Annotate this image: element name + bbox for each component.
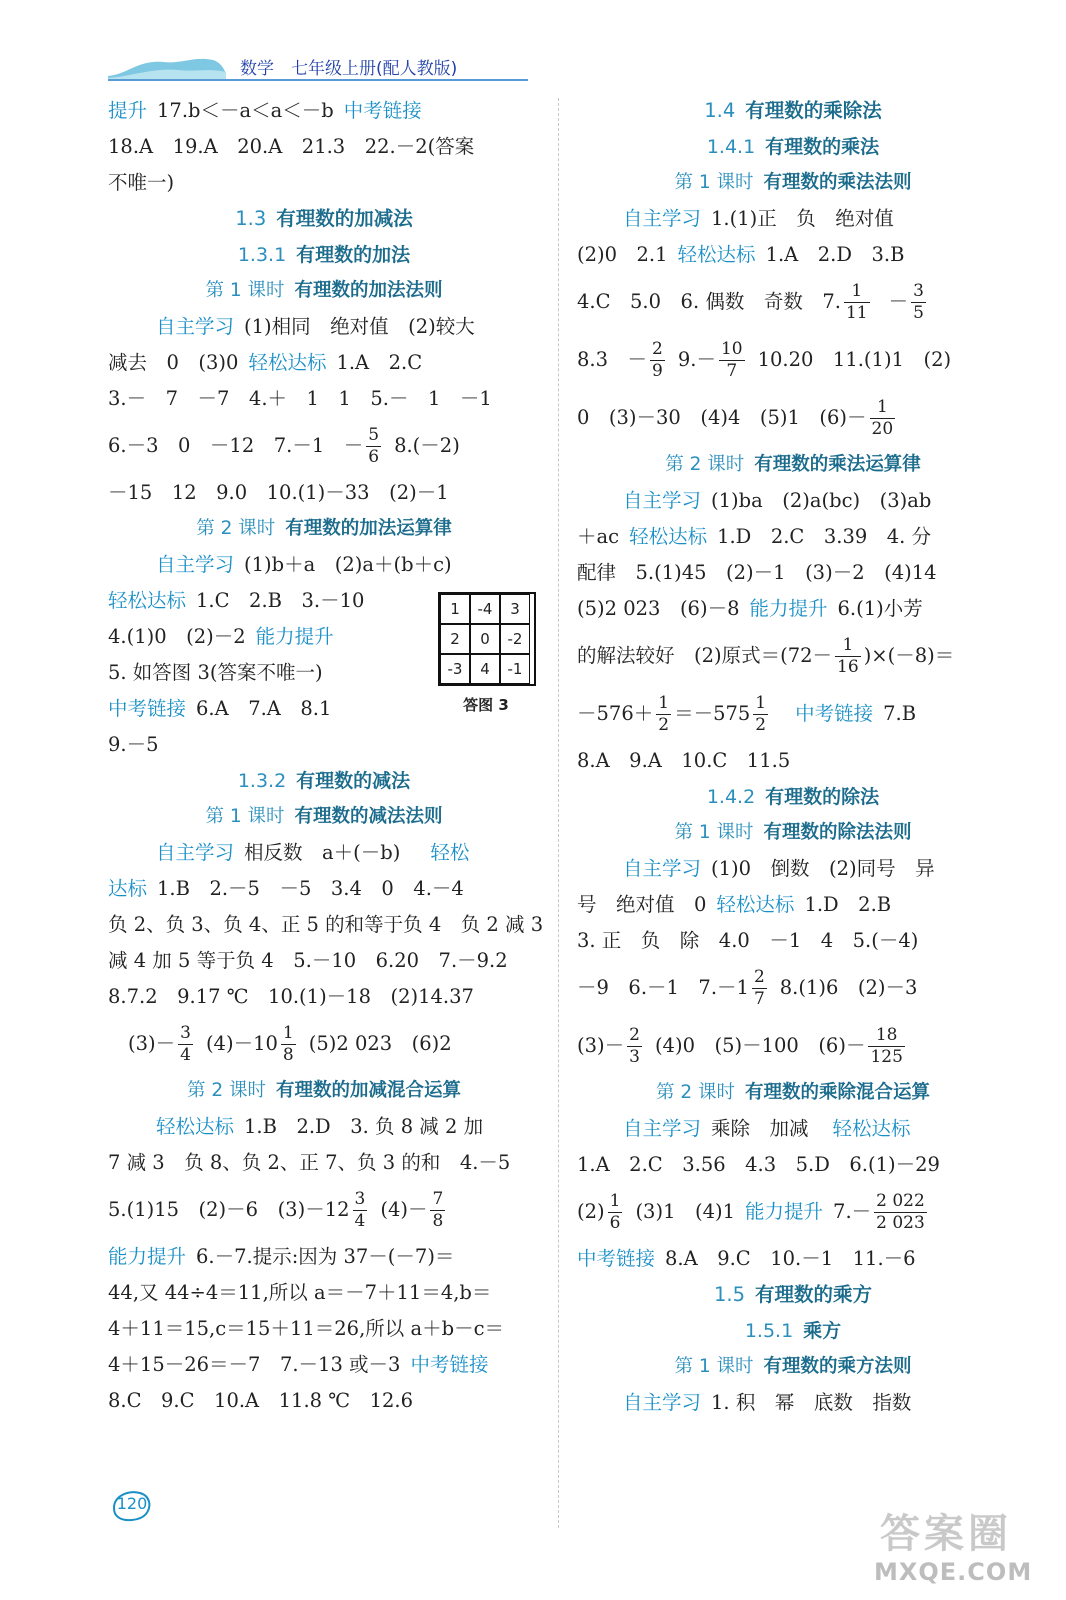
fraction: $\frac{1}{2}$ bbox=[755, 693, 767, 735]
keyword-label: 达标 bbox=[108, 877, 148, 900]
answer-text: ＋ac bbox=[577, 525, 620, 548]
answer-line: 配律 5.(1)45 (2)－1 (3)－2 (4)14 bbox=[577, 561, 937, 584]
answer-line: 1.A 2.C 3.56 4.3 5.D 6.(1)－29 bbox=[577, 1153, 940, 1176]
lesson-heading: 第 1 课时 有理数的除法法则 bbox=[674, 822, 912, 843]
keyword-label: 自主学习 bbox=[156, 315, 235, 338]
lesson-heading: 第 1 课时 有理数的乘方法则 bbox=[674, 1356, 912, 1377]
keyword-label: 能力提升 bbox=[745, 1200, 824, 1223]
keyword-label: 自主学习 bbox=[623, 207, 702, 230]
answer-line bbox=[577, 1017, 1009, 1075]
answer-text: (4)－10 bbox=[205, 1032, 278, 1055]
keyword-label: 自主学习 bbox=[623, 857, 702, 880]
figure-caption: 答图 3 bbox=[463, 696, 509, 714]
answer-line bbox=[577, 273, 1009, 331]
answer-line: 5. 如答图 3(答案不唯一) bbox=[108, 661, 323, 684]
grid-cell: -1 bbox=[500, 654, 530, 684]
fraction: $\frac{1}{20}$ bbox=[871, 397, 894, 439]
answer-line bbox=[577, 959, 1009, 1017]
answer-text: －9 6.－1 7.－1 bbox=[577, 976, 749, 999]
answer-text: 1.(1)正 负 绝对值 bbox=[711, 207, 894, 230]
answer-line bbox=[577, 331, 1009, 389]
fraction: $\frac{3}{4}$ bbox=[354, 1189, 366, 1231]
answer-text: 6.－3 0 －12 7.－1 － bbox=[108, 434, 364, 457]
answer-line bbox=[577, 627, 1009, 685]
fraction: $\frac{2 022}{2 023}$ bbox=[876, 1191, 925, 1233]
lesson-heading: 第 2 课时 有理数的加减混合运算 bbox=[186, 1080, 462, 1101]
grid-cell: -2 bbox=[500, 624, 530, 654]
answer-text: 1.A 2.C bbox=[336, 351, 423, 374]
answer-text: (1)ba (2)a(bc) (3)ab bbox=[711, 489, 932, 512]
answer-line bbox=[108, 345, 540, 381]
answer-line: 不唯一) bbox=[108, 171, 175, 194]
answer-text: 10.20 11.(1)1 (2) bbox=[757, 348, 952, 371]
lesson-heading: 第 2 课时 有理数的乘法运算律 bbox=[665, 454, 921, 475]
subsection-heading: 1.4.1 有理数的乘法 bbox=[706, 136, 880, 158]
keyword-label: 轻松达标 bbox=[108, 589, 187, 612]
answer-text: 1.B 2.D 3. 负 8 减 2 加 bbox=[244, 1115, 484, 1138]
keyword-label: 轻松 bbox=[430, 841, 470, 864]
answer-line: 8.7.2 9.17 ℃ 10.(1)－18 (2)14.37 bbox=[108, 985, 474, 1008]
fraction: $\frac{1}{6}$ bbox=[609, 1191, 621, 1233]
answer-figure-3 bbox=[438, 592, 538, 715]
fraction: $\frac{1}{11}$ bbox=[845, 281, 868, 323]
answer-text: 6.－7.提示:因为 37－(－7)＝ bbox=[196, 1245, 455, 1268]
subsection-heading: 1.4.2 有理数的除法 bbox=[706, 786, 880, 808]
answer-text: 4.(1)0 (2)－2 bbox=[108, 625, 246, 648]
fraction: $\frac{10}{7}$ bbox=[720, 339, 743, 381]
answer-text: (5)2 023 (6)2 bbox=[308, 1032, 452, 1055]
answer-line bbox=[577, 1385, 1009, 1421]
keyword-label: 中考链接 bbox=[108, 697, 187, 720]
lesson-heading: 第 2 课时 有理数的乘除混合运算 bbox=[655, 1082, 931, 1103]
site-watermark bbox=[872, 1500, 1062, 1596]
grid-cell: 4 bbox=[470, 654, 500, 684]
fraction: $\frac{2}{9}$ bbox=[652, 339, 663, 381]
answer-text: 6.(1)小芳 bbox=[837, 597, 923, 620]
answer-line bbox=[577, 591, 1009, 627]
answer-text: － bbox=[888, 290, 909, 313]
answer-text: ＝－575 bbox=[674, 702, 751, 725]
answer-text: (3)－ bbox=[577, 1034, 625, 1057]
keyword-label: 自主学习 bbox=[156, 553, 235, 576]
answer-line bbox=[108, 1015, 540, 1073]
left-column bbox=[108, 93, 544, 1419]
answer-line: 4＋11＝15,c＝15＋11＝26,所以 a＋b－c＝ bbox=[108, 1317, 505, 1340]
answer-text: 的解法较好 (2)原式＝(72－ bbox=[577, 644, 833, 667]
keyword-label: 轻松达标 bbox=[629, 525, 708, 548]
keyword-label: 自主学习 bbox=[623, 1117, 702, 1140]
keyword-label: 中考链接 bbox=[410, 1353, 489, 1376]
grid-cell: 2 bbox=[440, 624, 470, 654]
answer-line: 18.A 19.A 20.A 21.3 22.－2(答案 bbox=[108, 135, 475, 158]
keyword-label: 能力提升 bbox=[749, 597, 828, 620]
answer-text: 7.－ bbox=[833, 1200, 872, 1223]
keyword-label: 能力提升 bbox=[108, 1245, 187, 1268]
subsection-heading: 1.3.2 有理数的减法 bbox=[237, 770, 411, 792]
answer-text: 6.A 7.A 8.1 bbox=[196, 697, 332, 720]
answer-text: )×(－8)＝ bbox=[863, 644, 955, 667]
fraction: $\frac{18}{125}$ bbox=[870, 1025, 903, 1067]
page-number: 120 bbox=[116, 1494, 148, 1513]
keyword-label: 提升 bbox=[108, 99, 148, 122]
answer-text: (1)b＋a (2)a＋(b＋c) bbox=[244, 553, 452, 576]
answer-line: 8.A 9.A 10.C 11.5 bbox=[577, 749, 791, 772]
answer-line bbox=[577, 1241, 1009, 1277]
answer-text: 9.－ bbox=[677, 348, 716, 371]
answer-line bbox=[577, 483, 1009, 519]
answer-line bbox=[108, 547, 540, 583]
answer-line: 8.C 9.C 10.A 11.8 ℃ 12.6 bbox=[108, 1389, 413, 1412]
answer-text: －576＋ bbox=[577, 702, 654, 725]
column-divider bbox=[558, 98, 559, 1528]
right-column bbox=[577, 93, 1009, 1421]
keyword-label: 自主学习 bbox=[623, 489, 702, 512]
answer-text: (4)－ bbox=[380, 1198, 428, 1221]
answer-text: 乘除 加减 bbox=[711, 1117, 809, 1140]
fraction: $\frac{1}{2}$ bbox=[658, 693, 670, 735]
header-title: 数学 七年级上册(配人教版) bbox=[240, 59, 458, 79]
answer-line bbox=[108, 835, 540, 871]
answer-line bbox=[577, 851, 1009, 887]
answer-text: 1. 积 幂 底数 指数 bbox=[711, 1391, 912, 1414]
answer-text: 1.C 2.B 3.－10 bbox=[196, 589, 365, 612]
answer-line bbox=[577, 685, 1009, 743]
answer-line bbox=[108, 1109, 540, 1145]
answer-line: 负 2、负 3、负 4、正 5 的和等于负 4 负 2 减 3 bbox=[108, 913, 544, 936]
answer-text: 1.D 2.B bbox=[804, 893, 892, 916]
grid-cell: 1 bbox=[440, 594, 470, 624]
fraction: $\frac{2}{3}$ bbox=[629, 1025, 640, 1067]
answer-line bbox=[577, 389, 1009, 447]
answer-text: (5)2 023 (6)－8 bbox=[577, 597, 740, 620]
answer-text: 0 (3)－30 (4)4 (5)1 (6)－ bbox=[577, 406, 867, 429]
answer-text: (1)相同 绝对值 (2)较大 bbox=[244, 315, 475, 338]
answer-line bbox=[108, 1239, 540, 1275]
answer-text: 5.(1)15 (2)－6 (3)－12 bbox=[108, 1198, 350, 1221]
grid-cell: 3 bbox=[500, 594, 530, 624]
keyword-label: 自主学习 bbox=[156, 841, 235, 864]
answer-text: 减去 0 (3)0 bbox=[108, 351, 239, 374]
subsection-heading: 1.3.1 有理数的加法 bbox=[237, 244, 411, 266]
answer-text: 4.C 5.0 6. 偶数 奇数 7. bbox=[577, 290, 841, 313]
answer-text: 相反数 a＋(－b) bbox=[244, 841, 401, 864]
answer-text: 8.(1)6 (2)－3 bbox=[779, 976, 918, 999]
answer-line bbox=[577, 237, 1009, 273]
answer-line bbox=[108, 1347, 540, 1383]
answer-text: 号 绝对值 0 bbox=[577, 893, 707, 916]
answer-line bbox=[577, 201, 1009, 237]
keyword-label: 轻松达标 bbox=[677, 243, 756, 266]
fraction: $\frac{3}{4}$ bbox=[180, 1023, 191, 1065]
keyword-label: 中考链接 bbox=[577, 1247, 656, 1270]
fraction: $\frac{1}{8}$ bbox=[282, 1023, 294, 1065]
lesson-heading: 第 1 课时 有理数的减法法则 bbox=[205, 806, 443, 827]
section-heading: 1.4 有理数的乘除法 bbox=[704, 99, 882, 122]
watermark-logo-text: 答案圈 bbox=[880, 1511, 1012, 1557]
keyword-label: 轻松达标 bbox=[832, 1117, 911, 1140]
answer-text: 17.b＜－a＜a＜－b bbox=[157, 99, 334, 122]
header-rule bbox=[108, 79, 528, 81]
fraction: $\frac{2}{7}$ bbox=[753, 967, 765, 1009]
keyword-label: 自主学习 bbox=[623, 1391, 702, 1414]
answer-text: (2) bbox=[577, 1200, 605, 1223]
fraction: $\frac{7}{8}$ bbox=[432, 1189, 444, 1231]
grid-cell: -4 bbox=[470, 594, 500, 624]
magic-square-grid bbox=[438, 592, 536, 686]
keyword-label: 轻松达标 bbox=[156, 1115, 235, 1138]
answer-text: 4＋15－26＝－7 7.－13 或－3 bbox=[108, 1353, 401, 1376]
answer-line: 7 减 3 负 8、负 2、正 7、负 3 的和 4.－5 bbox=[108, 1151, 511, 1174]
fraction: $\frac{1}{16}$ bbox=[837, 635, 859, 677]
answer-line: 3. 正 负 除 4.0 －1 4 5.(－4) bbox=[577, 929, 919, 952]
answer-line: 3.－ 7 －7 4.＋ 1 1 5.－ 1 －1 bbox=[108, 387, 492, 410]
answer-line bbox=[108, 871, 540, 907]
lesson-heading: 第 1 课时 有理数的乘法法则 bbox=[674, 172, 912, 193]
answer-line: 减 4 加 5 等于负 4 5.－10 6.20 7.－9.2 bbox=[108, 949, 508, 972]
answer-line bbox=[577, 887, 1009, 923]
answer-line: －15 12 9.0 10.(1)－33 (2)－1 bbox=[108, 481, 449, 504]
answer-line: 9.－5 bbox=[108, 733, 159, 756]
answer-text: 7.B bbox=[883, 702, 917, 725]
answer-line bbox=[577, 1183, 1009, 1241]
answer-line: 44,又 44÷4＝11,所以 a＝－7＋11＝4,b＝ bbox=[108, 1281, 492, 1304]
lesson-heading: 第 2 课时 有理数的加法运算律 bbox=[196, 518, 452, 539]
subsection-heading: 1.5.1 乘方 bbox=[744, 1320, 842, 1342]
answer-text: 8.(－2) bbox=[394, 434, 460, 457]
grid-cell: 0 bbox=[470, 624, 500, 654]
section-heading: 1.3 有理数的加减法 bbox=[235, 207, 413, 230]
keyword-label: 能力提升 bbox=[255, 625, 334, 648]
keyword-label: 中考链接 bbox=[343, 99, 422, 122]
answer-line bbox=[108, 1181, 540, 1239]
answer-text: 1.D 2.C 3.39 4. 分 bbox=[717, 525, 932, 548]
answer-text: 8.3 － bbox=[577, 348, 648, 371]
page-number-badge bbox=[110, 1488, 154, 1524]
answer-text: (1)0 倒数 (2)同号 异 bbox=[711, 857, 935, 880]
answer-text: 1.B 2.－5 －5 3.4 0 4.－4 bbox=[157, 877, 464, 900]
answer-text: 1.A 2.D 3.B bbox=[765, 243, 905, 266]
section-heading: 1.5 有理数的乘方 bbox=[713, 1283, 873, 1306]
answer-text: (3)－ bbox=[128, 1032, 176, 1055]
header-wave-decoration bbox=[108, 54, 228, 82]
answer-text: (4)0 (5)－100 (6)－ bbox=[654, 1034, 866, 1057]
grid-cell: -3 bbox=[440, 654, 470, 684]
fraction: $\frac{5}{6}$ bbox=[368, 425, 380, 467]
answer-text: (2)0 2.1 bbox=[577, 243, 668, 266]
fraction: $\frac{3}{5}$ bbox=[913, 281, 924, 323]
answer-text: (3)1 (4)1 bbox=[635, 1200, 736, 1223]
answer-line bbox=[108, 417, 540, 475]
answer-line bbox=[577, 1111, 1009, 1147]
answer-line bbox=[108, 93, 540, 129]
page-header bbox=[108, 48, 528, 88]
watermark-url: MXQE.COM bbox=[874, 1558, 1033, 1586]
lesson-heading: 第 1 课时 有理数的加法法则 bbox=[205, 280, 443, 301]
keyword-label: 轻松达标 bbox=[716, 893, 795, 916]
answer-line bbox=[108, 309, 540, 345]
answer-line bbox=[577, 519, 1009, 555]
keyword-label: 轻松达标 bbox=[248, 351, 327, 374]
keyword-label: 中考链接 bbox=[795, 702, 874, 725]
answer-text: 8.A 9.C 10.－1 11.－6 bbox=[665, 1247, 916, 1270]
